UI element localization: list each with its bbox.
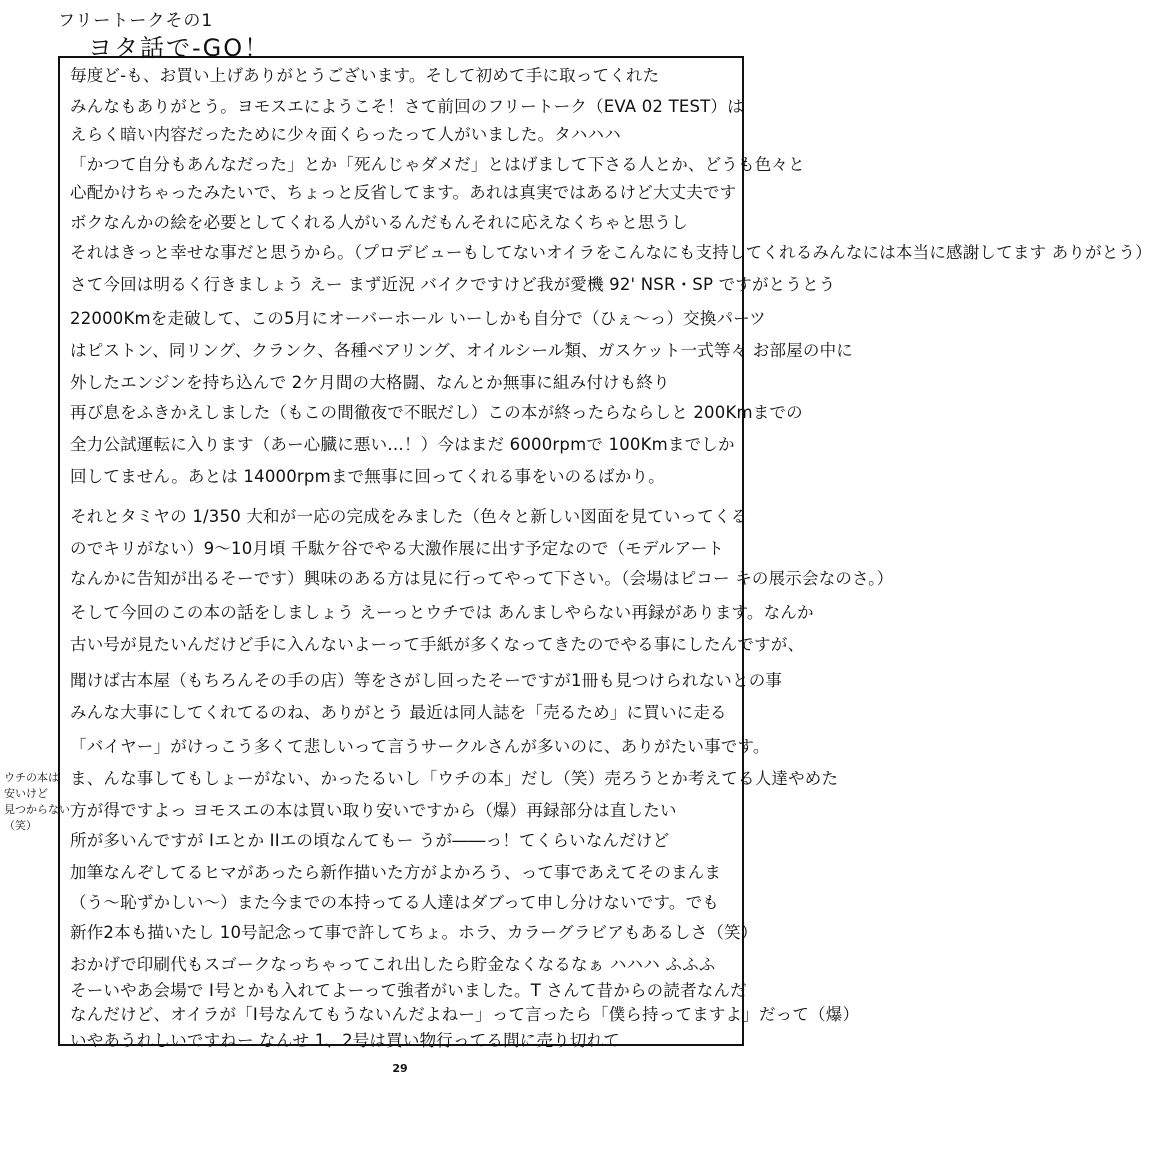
- body-line: 新作2本も描いたし 10号記念って事で許してちょ。ホラ、カラーグラビアもあるしさ（笑）: [70, 923, 758, 942]
- margin-note-line: 見つからない: [4, 803, 70, 816]
- body-line: （う～恥ずかしい～）また今までの本持ってる人達はダブって申し分けないです。でも: [70, 893, 719, 912]
- body-line: はピストン、同リング、クランク、各種ベアリング、オイルシール類、ガスケット一式等々 お部屋の中に: [70, 341, 854, 360]
- body-line: 所が多いんですが Iエとか IIエの頃なんてもー うが――っ！てくらいなんだけど: [70, 831, 670, 850]
- body-line: いやあうれしいですねー なんせ 1、2号は買い物行ってる間に売り切れて: [70, 1031, 620, 1050]
- page-title: ヨタ話で-GO！: [88, 34, 271, 62]
- body-line: ま、んな事してもしょーがない、かったるいし「ウチの本」だし（笑）売ろうとか考えてる人達やめた: [70, 769, 839, 788]
- body-line: えらく暗い内容だったために少々面くらったって人がいました。タハハハ: [70, 125, 621, 144]
- margin-note-line: （笑）: [4, 819, 37, 832]
- body-line: 加筆なんぞしてるヒマがあったら新作描いた方がよかろう、って事であえてそのまんま: [70, 863, 722, 882]
- body-line: 「かつて自分もあんなだった」とか「死んじゃダメだ」とはげまして下さる人とか、どうも色々と: [70, 155, 805, 174]
- body-line: 「バイヤー」がけっこう多くて悲しいって言うサークルさんが多いのに、ありがたい事です。: [70, 737, 770, 756]
- body-line: 全力公試運転に入ります（あー心臓に悪い…！）今はまだ 6000rpmで 100Kmまでしか: [70, 435, 735, 454]
- margin-note-line: ウチの本は: [4, 771, 59, 784]
- body-line: なんかに告知が出るそーです）興味のある方は見に行ってやって下さい。（会場はピコー キの展示会なのさ。）: [70, 569, 894, 588]
- body-line: さて今回は明るく行きましょう えー まず近況 バイクですけど我が愛機 92' NSR・SP ですがとうとう: [70, 275, 836, 294]
- body-line: ボクなんかの絵を必要としてくれる人がいるんだもんそれに応えなくちゃと思うし: [70, 213, 688, 232]
- body-line: おかげで印刷代もスゴークなっちゃってこれ出したら貯金なくなるなぁ ハハハ ふふふ: [70, 955, 716, 974]
- margin-note: [4, 770, 70, 834]
- body-line: みんな大事にしてくれてるのね、ありがとう 最近は同人誌を「売るため」に買いに走る: [70, 703, 727, 722]
- body-line: 古い号が見たいんだけど手に入んないよーって手紙が多くなってきたのでやる事にしたんですが、: [70, 635, 805, 654]
- body-line: のでキリがない）9～10月頃 千駄ケ谷でやる大激作展に出す予定なので（モデルアート: [70, 539, 725, 558]
- body-line: 方が得ですよっ ヨモスエの本は買い取り安いですから（爆）再録部分は直したい: [70, 801, 677, 820]
- body-line: みんなもありがとう。ヨモスエにようこそ！さて前回のフリートーク（EVA 02 TEST）は: [70, 97, 744, 116]
- body-line: 毎度ど-も、お買い上げありがとうございます。そして初めて手に取ってくれた: [70, 66, 660, 85]
- body-line: そして今回のこの本の話をしましょう えーっとウチでは あんましやらない再録があります。なんか: [70, 603, 814, 622]
- section-label: フリートークその1: [58, 11, 214, 31]
- body-line: 外したエンジンを持ち込んで 2ケ月間の大格闘、なんとか無事に組み付けも終り: [70, 373, 670, 392]
- page-number: 29: [392, 1062, 408, 1075]
- body-line: 回してません。あとは 14000rpmまで無事に回ってくれる事をいのるばかり。: [70, 467, 665, 486]
- body-line: それとタミヤの 1/350 大和が一応の完成をみました（色々と新しい図面を見ていってくる: [70, 507, 748, 526]
- body-line: なんだけど、オイラが「I号なんてもうないんだよねー」って言ったら「僕ら持ってますよ」だって（爆）: [70, 1005, 860, 1024]
- margin-note-line: 安いけど: [4, 787, 48, 800]
- body-line: 心配かけちゃったみたいで、ちょっと反省してます。あれは真実ではあるけど大丈夫です: [70, 183, 737, 202]
- body-line: そーいやあ会場で I号とかも入れてよーって強者がいました。T さんて昔からの読者なんだ: [70, 981, 747, 1000]
- body-line: それはきっと幸せな事だと思うから。（プロデビューもしてないオイラをこんなにも支持してくれるみんなには本当に感謝してます ありがとう）: [70, 243, 1152, 262]
- body-line: 再び息をふきかえしました（もこの間徹夜で不眠だし）この本が終ったらならしと 200Kmまでの: [70, 403, 803, 422]
- body-line: 22000Kmを走破して、この5月にオーバーホール いーしかも自分で（ひぇ～っ）交換パーツ: [70, 309, 766, 328]
- body-line: 聞けば古本屋（もちろんその手の店）等をさがし回ったそーですが1冊も見つけられないとの事: [70, 671, 783, 690]
